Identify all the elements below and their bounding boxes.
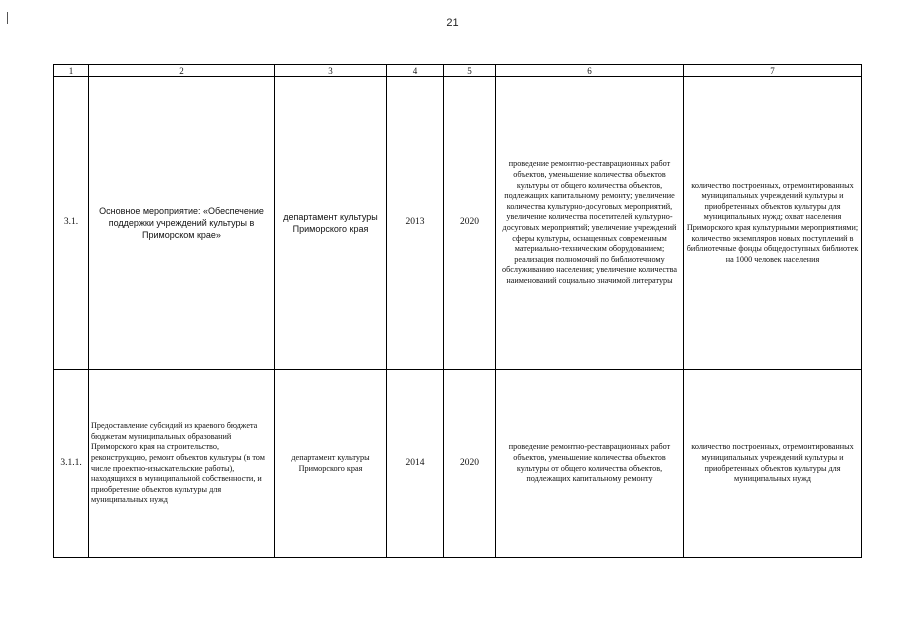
expected-result: проведение ремонтно-реставрационных работ объектов, уменьшение количества объектов культуры от общего количества объектов, подлежащих капитальному ремонту; увеличение количества культурно-досуговых мероприятий, увеличение количества посетителей культурно-досуговых мероприятий; увеличение учреждений сферы культуры, оснащенных современным материально-техническим оборудованием; реализация полномочий по библиотечному обслуживанию населения; увеличение количества наименований социально значимой литературы [496, 77, 684, 370]
expected-result: проведение ремонтно-реставрационных работ объектов, уменьшение количества объектов культуры от общего количества объектов, подлежащих капитальному ремонту [496, 370, 684, 558]
table-row [54, 77, 862, 370]
responsible-department: департамент культуры Приморского края [275, 370, 387, 558]
end-year: 2020 [444, 370, 496, 558]
activity-name: Основное мероприятие: «Обеспечение поддержки учреждений культуры в Приморском крае» [89, 77, 275, 370]
page-number: 21 [446, 17, 459, 29]
program-table-container [53, 64, 861, 558]
column-header: 3 [275, 65, 387, 77]
column-header: 4 [387, 65, 444, 77]
start-year: 2013 [387, 77, 444, 370]
column-header: 6 [496, 65, 684, 77]
indicators: количество построенных, отремонтированных муниципальных учреждений культуры и приобретенных объектов культуры для муниципальных нужд [684, 370, 862, 558]
responsible-department: департамент культуры Приморского края [275, 77, 387, 370]
program-table [53, 64, 862, 558]
activity-name: Предоставление субсидий из краевого бюджета бюджетам муниципальных образований Приморского края на строительство, реконструкцию, ремонт объектов культуры (в том числе проектно-изыскательские работы), находящихся в муниципальной собственности, и приобретение объектов культуры для муниципальных нужд [89, 370, 275, 558]
row-number: 3.1.1. [54, 370, 89, 558]
end-year: 2020 [444, 77, 496, 370]
table-row [54, 370, 862, 558]
start-year: 2014 [387, 370, 444, 558]
column-header: 2 [89, 65, 275, 77]
column-header: 5 [444, 65, 496, 77]
indicators: количество построенных, отремонтированных муниципальных учреждений культуры и приобретенных объектов культуры для муниципальных нужд; охват населения Приморского края культурными мероприятиями; количество экземпляров новых поступлений в библиотечные фонды общедоступных библиотек на 1000 человек населения [684, 77, 862, 370]
column-header: 7 [684, 65, 862, 77]
row-number: 3.1. [54, 77, 89, 370]
table-header-row [54, 65, 862, 77]
column-header: 1 [54, 65, 89, 77]
